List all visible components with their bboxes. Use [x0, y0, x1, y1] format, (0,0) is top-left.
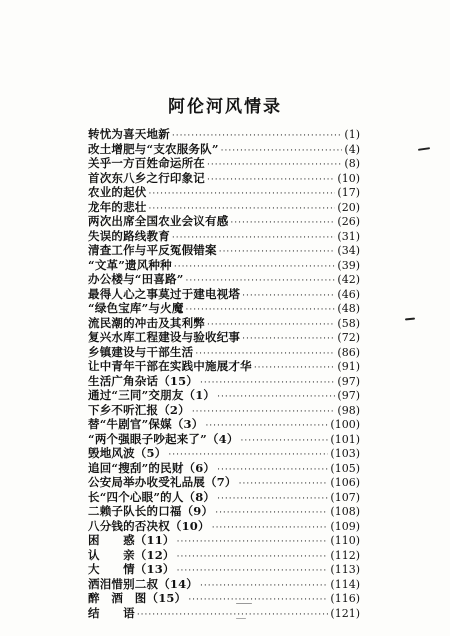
toc-entry-page: (20) [337, 200, 360, 214]
toc-entry-title: 清查工作与平反冤假错案 [88, 243, 217, 257]
toc-entry [88, 359, 360, 374]
toc-entry [88, 301, 360, 316]
toc-entry-title: 毁地风波（5） [88, 446, 167, 460]
toc-entry [88, 490, 360, 505]
toc-entry [88, 446, 360, 461]
toc-entry [88, 562, 360, 577]
toc-entry-title: 下乡不听汇报（2） [88, 402, 190, 417]
toc-dot-leader [230, 216, 335, 231]
toc-entry [88, 417, 360, 432]
toc-entry-title: 两次出席全国农业会议有感 [88, 214, 229, 228]
toc-entry [88, 461, 360, 476]
toc-entry-title: 农业的起伏 [88, 185, 147, 199]
toc-entry [88, 214, 360, 229]
toc-entry-page: (106) [330, 476, 360, 489]
toc-entry-page: (1) [344, 128, 360, 141]
toc-entry-page: (121) [330, 606, 360, 620]
page-title: 阿伦河风情录 [168, 97, 282, 117]
scan-mark [405, 317, 415, 320]
toc-dot-leader [207, 158, 342, 173]
toc-entry-page: (114) [330, 577, 360, 591]
toc-entry-title: 二赖子队长的口福（9） [88, 504, 214, 518]
toc-entry [88, 606, 360, 621]
toc-entry [88, 432, 360, 447]
toc-entry-page: (34) [337, 244, 360, 257]
scan-mark [236, 618, 246, 619]
toc-entry [88, 316, 360, 331]
toc-entry-page: (109) [330, 519, 360, 533]
toc-dot-leader [241, 434, 329, 449]
toc-entry-title: 困 惑（11） [88, 533, 175, 547]
toc-dot-leader [186, 303, 336, 318]
toc-entry-page: (46) [337, 287, 360, 301]
toc-entry-page: (112) [330, 548, 360, 562]
toc-entry-title: 通过“三同”交朋友（1） [88, 388, 216, 402]
toc-dot-leader [192, 405, 336, 420]
toc-entry-title: 失误的路线教育 [88, 228, 170, 243]
toc-dot-leader [137, 608, 329, 623]
toc-entry-title: 最得人心之事莫过于建电视塔 [88, 286, 241, 301]
toc-dot-leader [221, 144, 343, 159]
toc-dot-leader [217, 492, 328, 507]
toc-entry-title: “两个强眼子吵起来了”（4） [88, 431, 239, 446]
toc-entry-page: (17) [337, 186, 360, 199]
toc-entry-page: (48) [337, 302, 360, 315]
toc-entry-page: (86) [337, 345, 360, 359]
toc-dot-leader [200, 579, 328, 594]
toc-entry-title: “文革”遗风种种 [88, 257, 172, 272]
toc-dot-leader [212, 521, 329, 536]
toc-dot-leader [219, 245, 336, 260]
toc-entry-page: (116) [330, 592, 360, 605]
toc-entry-title: 关乎一方百姓命运所在 [88, 156, 205, 170]
toc-entry-title: 生活广角杂话（15） [88, 373, 199, 388]
toc-dot-leader [217, 390, 335, 405]
toc-entry-page: (97) [337, 374, 360, 388]
toc-entry [88, 475, 360, 490]
toc-entry-title: 乡镇建设与干部生活 [88, 344, 194, 359]
toc-dot-leader [215, 506, 328, 521]
toc-dot-leader [242, 332, 335, 347]
toc-entry-page: (91) [337, 360, 360, 373]
toc-entry-title: 长“四个心眼”的人（8） [88, 489, 216, 504]
toc-entry-page: (107) [330, 490, 360, 504]
scan-mark [418, 147, 430, 151]
toc-entry-page: (103) [330, 447, 360, 460]
toc-entry-title: 首次东八乡之行印象记 [88, 170, 205, 185]
toc-entry [88, 345, 360, 360]
toc-entry [88, 577, 360, 592]
toc-entry-page: (105) [330, 461, 360, 475]
toc-dot-leader [149, 187, 336, 202]
toc-entry [88, 243, 360, 258]
table-of-contents [88, 127, 360, 620]
toc-entry [88, 185, 360, 200]
toc-entry-title: 八分钱的否决权（10） [88, 518, 210, 533]
toc-entry [88, 156, 360, 171]
toc-entry-title: 认 亲（12） [88, 547, 175, 562]
toc-entry-title: 龙年的悲壮 [88, 199, 147, 214]
toc-entry-page: (100) [330, 418, 360, 431]
toc-dot-leader [239, 477, 329, 492]
toc-entry-title: 大 情（13） [88, 562, 175, 576]
toc-entry-page: (110) [330, 534, 360, 547]
toc-entry-title: 结 语 [88, 605, 135, 620]
toc-entry [88, 548, 360, 563]
toc-entry-page: (31) [337, 229, 360, 243]
toc-entry [88, 504, 360, 519]
toc-entry-page: (101) [330, 432, 360, 446]
toc-entry [88, 519, 360, 534]
toc-entry [88, 127, 360, 142]
toc-entry [88, 388, 360, 403]
toc-dot-leader [254, 361, 336, 376]
toc-dot-leader [177, 564, 329, 579]
toc-entry [88, 591, 360, 606]
toc-entry-title: 复兴水库工程建设与验收纪事 [88, 330, 241, 344]
toc-entry-page: (10) [337, 171, 360, 185]
toc-entry-title: 转忧为喜天地新 [88, 127, 170, 141]
toc-entry-title: 改土增肥与“支农服务队” [88, 141, 219, 156]
toc-entry-page: (8) [344, 157, 360, 170]
toc-entry [88, 272, 360, 287]
toc-entry [88, 229, 360, 244]
toc-dot-leader [200, 376, 335, 391]
toc-dot-leader [177, 550, 329, 565]
toc-entry-page: (108) [330, 505, 360, 518]
toc-entry-page: (72) [337, 331, 360, 344]
toc-entry [88, 171, 360, 186]
toc-entry-title: 替“牛剧官”保媒（3） [88, 417, 204, 431]
toc-entry-page: (113) [330, 563, 360, 576]
toc-dot-leader [207, 173, 335, 188]
toc-entry-title: “绿色宝库”与火魔 [88, 301, 184, 315]
toc-dot-leader [242, 289, 335, 304]
toc-entry-page: (42) [337, 273, 360, 286]
toc-entry-title: 洒泪惜别二叔（14） [88, 576, 199, 591]
toc-entry [88, 142, 360, 157]
toc-entry [88, 374, 360, 389]
toc-entry-page: (98) [337, 403, 360, 417]
toc-entry [88, 533, 360, 548]
toc-entry [88, 403, 360, 418]
toc-dot-leader [188, 593, 328, 608]
toc-entry-title: 流民潮的冲击及其利弊 [88, 315, 205, 330]
toc-entry-title: 追回“搜刮”的民财（6） [88, 460, 216, 475]
toc-entry-title: 让中青年干部在实践中施展才华 [88, 359, 252, 373]
toc-entry [88, 287, 360, 302]
toc-entry-title: 醉 酒 图（15） [88, 591, 187, 605]
toc-entry [88, 258, 360, 273]
toc-entry [88, 330, 360, 345]
toc-entry [88, 200, 360, 215]
toc-entry-page: (39) [337, 258, 360, 272]
toc-dot-leader [177, 535, 329, 550]
toc-entry-page: (97) [337, 389, 360, 402]
toc-dot-leader [174, 260, 336, 275]
toc-entry-title: 办公楼与“田喜路” [88, 272, 184, 286]
toc-entry-page: (58) [337, 316, 360, 330]
scan-mark [236, 603, 252, 604]
toc-entry-page: (4) [344, 142, 360, 156]
toc-entry-page: (26) [337, 215, 360, 228]
toc-entry-title: 公安局举办收受礼品展（7） [88, 475, 237, 489]
